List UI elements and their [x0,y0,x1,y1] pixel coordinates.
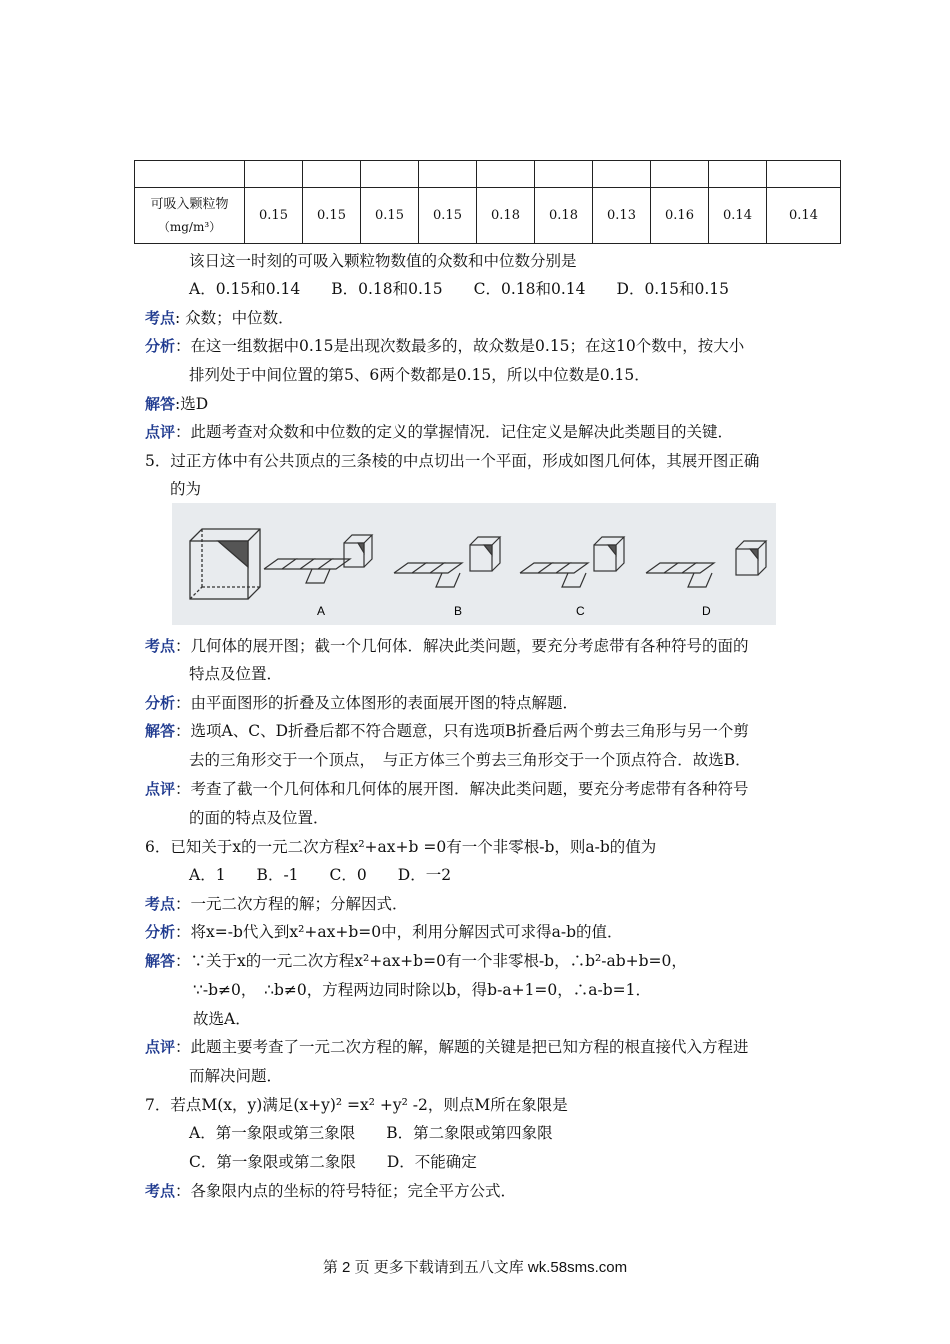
table-cell: 0.15 [245,188,303,244]
q4-kaodian [145,307,294,329]
dianping-text: ：此题考查对众数和中位数的定义的掌握情况．记住定义是解决此类题目的关键． [175,423,734,441]
q6-dianping [145,1036,749,1058]
table-cell: 0.16 [651,188,709,244]
q4-jieda [145,393,208,415]
cube-net-svg [172,503,776,625]
table-cell [651,161,709,188]
table-cell: 0.18 [535,188,593,244]
table-cell [361,161,419,188]
kaodian-tag: 考点 [145,637,176,655]
table-cell [709,161,767,188]
q6-jieda-cont: ∵-b≠0， ∴b≠0，方程两边同时除以b，得b-a+1=0，∴a-b=1． [193,981,652,999]
q5-fenxi [145,692,578,714]
figure-label-d: D [702,604,711,618]
table-cell: 0.15 [419,188,477,244]
q6-kaodian [145,893,408,915]
row-label-line-1: 可吸入颗粒物 [150,196,229,212]
page-footer: 第 2 页 更多下载请到五八文库 wk.58sms.com [322,1259,628,1276]
table-cell [245,161,303,188]
jieda-text: :选D [175,395,209,413]
q5-question-cont: 的为 [170,480,202,498]
q5-dianping-cont: 的面的特点及位置． [189,809,329,827]
q4-fenxi-cont: 排列处于中间位置的第5、6两个数都是0.15，所以中位数是0.15． [189,366,650,384]
jieda-tag: 解答 [145,722,176,740]
q5-question: 5．过正方体中有公共顶点的三条棱的中点切出一个平面，形成如图几何体，其展开图正确 [145,452,760,470]
q5-kaodian-cont: 特点及位置． [189,665,283,683]
jieda-text: ：∵关于x的一元二次方程x²+ax+b=0有一个非零根-b，∴b²-ab+b=0， [175,952,687,970]
q6-question: 6．已知关于x的一元二次方程x²+ax+b =0有一个非零根-b，则a-b的值为 [145,838,657,856]
q4-question: 该日这一时刻的可吸入颗粒物数值的众数和中位数分别是 [189,252,577,270]
kaodian-text: ：一元二次方程的解；分解因式． [175,895,408,913]
q6-fenxi [145,921,623,943]
q7-kaodian [145,1180,516,1202]
q4-options: A．0.15和0.14 B．0.18和0.15 C．0.18和0.14 D．0.15和0.15 [189,280,729,298]
q6-jieda [145,950,687,972]
cube-net-figure [172,503,776,625]
q6-dianping-cont: 而解决问题． [189,1067,283,1085]
jieda-text: ：选项A、C、D折叠后都不符合题意，只有选项B折叠后两个剪去三角形与另一个剪 [175,722,749,740]
table-cell [535,161,593,188]
q4-fenxi [145,335,744,357]
q5-dianping [145,778,749,800]
table-cell [593,161,651,188]
table-cell: 0.14 [767,188,841,244]
kaodian-text: ：几何体的展开图；截一个几何体．解决此类问题，要充分考虑带有各种符号的面的 [175,637,749,655]
figure-label-b: B [454,604,463,618]
kaodian-tag: 考点 [145,309,176,327]
figure-label-a: A [317,604,326,618]
table-cell: 0.14 [709,188,767,244]
table-cell [303,161,361,188]
kaodian-text: : 众数；中位数． [175,309,294,327]
table-cell [477,161,535,188]
fenxi-tag: 分析 [145,337,176,355]
q6-options: A．1 B．-1 C．0 D．一2 [189,866,452,884]
jieda-tag: 解答 [145,952,176,970]
table-row-label [135,188,245,244]
dianping-text: ：考查了截一个几何体和几何体的展开图．解决此类问题，要充分考虑带有各种符号 [175,780,749,798]
table-cell: 0.15 [303,188,361,244]
fenxi-tag: 分析 [145,923,176,941]
dianping-tag: 点评 [145,1038,176,1056]
q7-question: 7．若点M(x，y)满足(x+y)² =x² +y² -2，则点M所在象限是 [145,1096,568,1114]
table-cell: 0.13 [593,188,651,244]
row-label-line-2: （mg/m³） [157,219,222,234]
dianping-text: ：此题主要考查了一元二次方程的解，解题的关键是把已知方程的根直接代入方程进 [175,1038,749,1056]
table-cell: 0.15 [361,188,419,244]
q5-jieda-cont: 去的三角形交于一个顶点， 与正方体三个剪去三角形交于一个顶点符合．故选B． [189,751,751,769]
fenxi-text: ：将x=-b代入到x²+ax+b=0中，利用分解因式可求得a-b的值． [175,923,623,941]
data-table [134,160,841,244]
table-cell [419,161,477,188]
kaodian-tag: 考点 [145,1182,176,1200]
kaodian-tag: 考点 [145,895,176,913]
truncated-cube [190,529,260,599]
table-cell [767,161,841,188]
q5-jieda [145,720,749,742]
fenxi-text: ：在这一组数据中0.15是出现次数最多的，故众数是0.15；在这10个数中，按大小 [175,337,745,355]
net-d [646,541,766,587]
fenxi-text: ：由平面图形的折叠及立体图形的表面展开图的特点解题． [175,694,579,712]
net-b [394,537,500,587]
dianping-tag: 点评 [145,780,176,798]
q7-options-1: A．第一象限或第三象限 B．第二象限或第四象限 [189,1124,553,1142]
table-cell: 0.18 [477,188,535,244]
dianping-tag: 点评 [145,423,176,441]
q5-kaodian [145,635,749,657]
fenxi-tag: 分析 [145,694,176,712]
kaodian-text: ：各象限内点的坐标的符号特征；完全平方公式． [175,1182,517,1200]
net-c [520,537,624,587]
jieda-tag: 解答 [145,395,176,413]
table-cell [135,161,245,188]
q6-jieda-answer: 故选A． [193,1010,251,1028]
q4-dianping [145,421,733,443]
figure-label-c: C [576,604,585,618]
q7-options-2: C．第一象限或第二象限 D．不能确定 [189,1153,477,1171]
net-a [264,535,372,583]
